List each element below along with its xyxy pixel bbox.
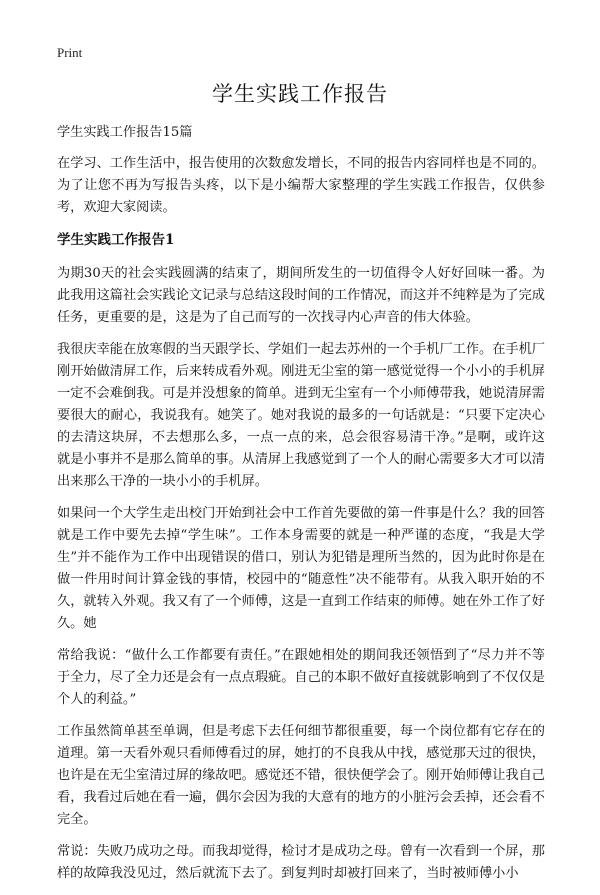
print-link[interactable]: Print xyxy=(57,45,83,60)
body-paragraph-5: 工作虽然简单甚至单调，但是考虑下去任何细节都很重要，每一个岗位都有它存在的道理。第一天看外观只看师傅看过的屏，她打的不良我从中找，感觉那天过的很快，也许是在无尘室清过屏的缘故吧。感觉还不错，很快便学会了。刚开始师傅让我自己看，我看过后她在看一遍，偶尔会因为我的大意有的地方的小脏污会丢掉，还会看不完全。 xyxy=(57,724,545,827)
body-paragraph-1: 为期30天的社会实践圆满的结束了，期间所发生的一切值得令人好好回味一番。为此我用这篇社会实践论文记录与总结这段时间的工作情况，而这并不纯粹是为了完成任务，更重要的是，这是为了自己而写的一次找寻内心声音的伟大体验。 xyxy=(57,266,545,325)
intro-paragraph: 在学习、工作生活中，报告使用的次数愈发增长，不同的报告内容同样也是不同的。为了让您不再为写报告头疼，以下是小编帮大家整理的学生实践工作报告，仅供参考，欢迎大家阅读。 xyxy=(57,156,545,215)
document-title: 学生实践工作报告 xyxy=(212,82,388,106)
body-paragraph-6: 常说：失败乃成功之母。而我却觉得，检讨才是成功之母。曾有一次看到一个屏，那样的故障我没见过，然后就流下去了。到复判时却被打回来了，当时被师傅小小 xyxy=(57,844,545,881)
document-subtitle: 学生实践工作报告15篇 xyxy=(57,125,193,140)
body-paragraph-4: 常给我说：“做什么工作都要有责任。”在跟她相处的期间我还领悟到了“尽力并不等于全力，尽了全力还是会有一点点瑕疵。自己的本职不做好直接就影响到了不仅仅是个人的利益。” xyxy=(57,648,545,707)
body-paragraph-2: 我很庆幸能在放寒假的当天跟学长、学姐们一起去苏州的一个手机厂工作。在手机厂刚开始做清屏工作，后来转成看外观。刚进无尘室的第一感觉觉得一个小小的手机屏一定不会难倒我。可是并没想象的简单。进到无尘室有一个小师傅带我，她说清屏需要很大的耐心，我说我有。她笑了。她对我说的最多的一句话就是：“只要下定决心的去清这块屏，不去想那么多，一点一点的来，总会很容易清干净。”是啊，或许这就是小事并不是那么简单的事。从清屏上我感觉到了一个人的耐心需要多大才可以清出来那么干净的一块小小的手机屏。 xyxy=(57,342,545,489)
document-body xyxy=(57,122,545,895)
section-heading: 学生实践工作报告1 xyxy=(57,232,175,248)
body-paragraph-3: 如果问一个大学生走出校门开始到社会中工作首先要做的第一件事是什么？我的回答就是工作中要先去掉“学生味”。工作本身需要的就是一种严谨的态度，“我是大学生”并不能作为工作中出现错误的借口，别认为犯错是理所当然的，因为此时你是在做一件用时间计算金钱的事情，校园中的“随意性”决不能带有。从我入职开始的不久，就转入外观。我又有了一个师傅，这是一直到工作结束的师傅。她在外工作了好久。她 xyxy=(57,506,545,631)
